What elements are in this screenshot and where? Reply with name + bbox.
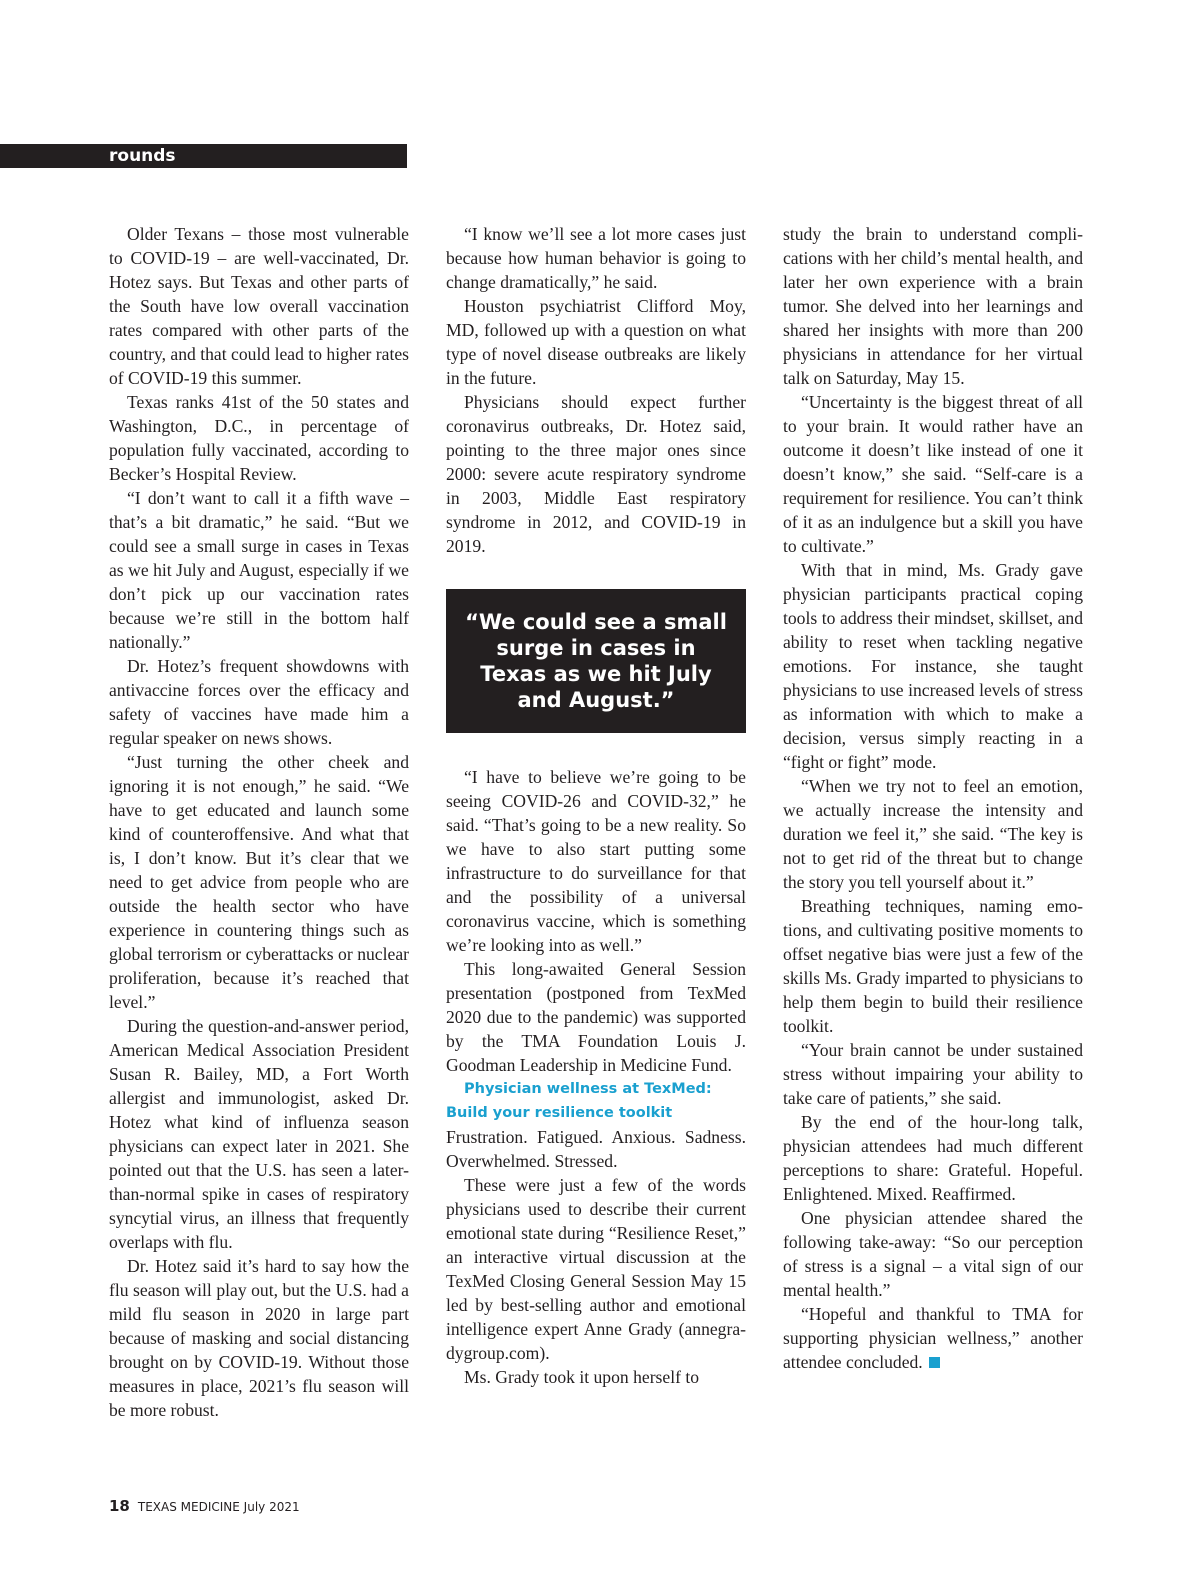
paragraph: Ms. Grady took it upon herself to: [464, 1367, 700, 1387]
column-2-bottom: [446, 765, 746, 1077]
paragraph: “Hopeful and thankful to TMA for supporting physician wellness,” another attendee concluded.: [783, 1304, 1083, 1372]
paragraph: “Your brain cannot be under sustained stress without impairing your ability to take care of patients,” she said.: [783, 1040, 1083, 1108]
article-column-3: [783, 222, 1083, 1374]
column-2-top: [446, 222, 746, 558]
paragraph: Older Texans – those most vulnerable to COVID-19 – are well-vaccinated, Dr. Hotez says. But Texas and other parts of the South have low overall vaccination rates compared with other parts of the country, and that could lead to higher rates of COVID-19 this summer.: [109, 224, 409, 388]
paragraph: Frustration. Fatigued. Anxious. Sadness. Overwhelmed. Stressed.: [446, 1127, 746, 1171]
pull-quote-box: [446, 589, 746, 733]
blue-square-end-mark-icon: [929, 1357, 940, 1368]
paragraph: study the brain to understand complications with her child’s mental health, and later her own experience with a brain tumor. She delved into her learnings and shared her insights with more than 200 physicians in attendance for her virtual talk on Saturday, May 15.: [783, 224, 1083, 388]
publication-name: TEXAS MEDICINE: [137, 1500, 240, 1514]
issue-date: July 2021: [243, 1500, 300, 1514]
paragraph: Breathing techniques, naming emotions, and cultivating positive moments to offset negative bias were just a few of the skills Ms. Grady imparted to physicians to help them begin to build their resilience toolkit.: [783, 896, 1083, 1036]
page-footer: [109, 1496, 300, 1517]
section-header-bar: [0, 144, 407, 168]
paragraph: Dr. Hotez said it’s hard to say how the flu season will play out, but the U.S. had a mild flu season in 2020 in large part because of masking and social distancing brought on by COVID-19. Without those measures in place, 2021’s flu season will be more robust.: [109, 1256, 409, 1420]
paragraph: One physician attendee shared the following take-away: “So our perception of stress is a signal – a vital sign of our mental health.”: [783, 1208, 1083, 1300]
paragraph: By the end of the hour-long talk, physician attendees had much different perceptions to share: Grateful. Hopeful. Enlightened. Mixed. Reaffirmed.: [783, 1112, 1083, 1204]
paragraph: Physicians should expect further coronavirus outbreaks, Dr. Hotez said, pointing to the three major ones since 2000: severe acute respiratory syndrome in 2003, Middle East respiratory syndrome in 2012, and COVID-19 in 2019.: [446, 392, 746, 556]
paragraph: “Just turning the other cheek and ignoring it is not enough,” he said. “We have to get educated and launch some kind of counteroffensive. And what that is, I don’t know. But it’s clear that we need to get advice from people who are outside the health sector who have experience in countering things such as global terrorism or cyberattacks or nuclear proliferation, because it’s reached that level.”: [109, 752, 409, 1012]
paragraph: Houston psychiatrist Clifford Moy, MD, followed up with a question on what type of novel disease outbreaks are likely in the future.: [446, 296, 746, 388]
paragraph: “I have to believe we’re going to be seeing COVID-26 and COVID-32,” he said. “That’s going to be a new reality. So we have to also start putting some infrastructure to do surveillance for that and the possibility of a universal coronavirus vaccine, which is something we’re looking into as well.”: [446, 767, 746, 955]
paragraph: “I know we’ll see a lot more cases just because how human behavior is going to change dramatically,” he said.: [446, 224, 746, 292]
paragraph: During the question-and-answer period, American Medical Association President Susan R. Bailey, MD, a Fort Worth allergist and immunologist, asked Dr. Hotez what kind of influenza season physicians can expect later in 2021. She pointed out that the U.S. has seen a later-than-normal spike in cases of respiratory syncytial virus, an illness that frequently overlaps with flu.: [109, 1016, 409, 1252]
paragraph: These were just a few of the words physicians used to describe their current emotional state during “Resilience Reset,” an interactive virtual discussion at the TexMed Closing General Session May 15 led by best-selling author and emotional intelligence expert Anne Grady (annegradygroup.com).: [446, 1175, 746, 1363]
paragraph: Dr. Hotez’s frequent showdowns with antivaccine forces over the efficacy and safety of vaccines have made him a regular speaker on news shows.: [109, 656, 409, 748]
paragraph: This long-awaited General Session presentation (postponed from TexMed 2020 due to the pandemic) was supported by the TMA Foundation Louis J. Goodman Leadership in Medicine Fund.: [446, 959, 746, 1075]
column-2-after-subhead: [446, 1125, 746, 1389]
subhead: Physician wellness at TexMed: Build your resilience toolkit: [446, 1081, 712, 1121]
article-column-2: [446, 222, 746, 1389]
section-label: rounds: [109, 146, 176, 166]
article-column-1: [109, 222, 409, 1422]
paragraph: “When we try not to feel an emotion, we actually increase the intensity and duration we feel it,” she said. “The key is not to get rid of the threat but to change the story you tell yourself about it.”: [783, 776, 1083, 892]
paragraph: “I don’t want to call it a fifth wave – that’s a bit dramatic,” he said. “But we could see a small surge in cases in Texas as we hit July and August, especially if we don’t pick up our vaccination rates because we’re still in the bottom half nationally.”: [109, 488, 409, 652]
paragraph: “Uncertainty is the biggest threat of all to your brain. It would rather have an outcome it doesn’t like instead of one it doesn’t know,” she said. “Self-care is a requirement for resilience. You can’t think of it as an indulgence but a skill you have to cultivate.”: [783, 392, 1083, 556]
paragraph: With that in mind, Ms. Grady gave physician participants practical coping tools to address their mindset, skillset, and ability to reset when tackling negative emotions. For instance, she taught physicians to use increased levels of stress as information with which to make a decision, versus simply reacting in a “fight or fight” mode.: [783, 560, 1083, 772]
pull-quote-text: “We could see a small surge in cases in Texas as we hit July and August.”: [465, 610, 727, 712]
paragraph: Texas ranks 41st of the 50 states and Washington, D.C., in percentage of population fully vaccinated, according to Becker’s Hospital Review.: [109, 392, 409, 484]
page-number: 18: [109, 1497, 130, 1515]
